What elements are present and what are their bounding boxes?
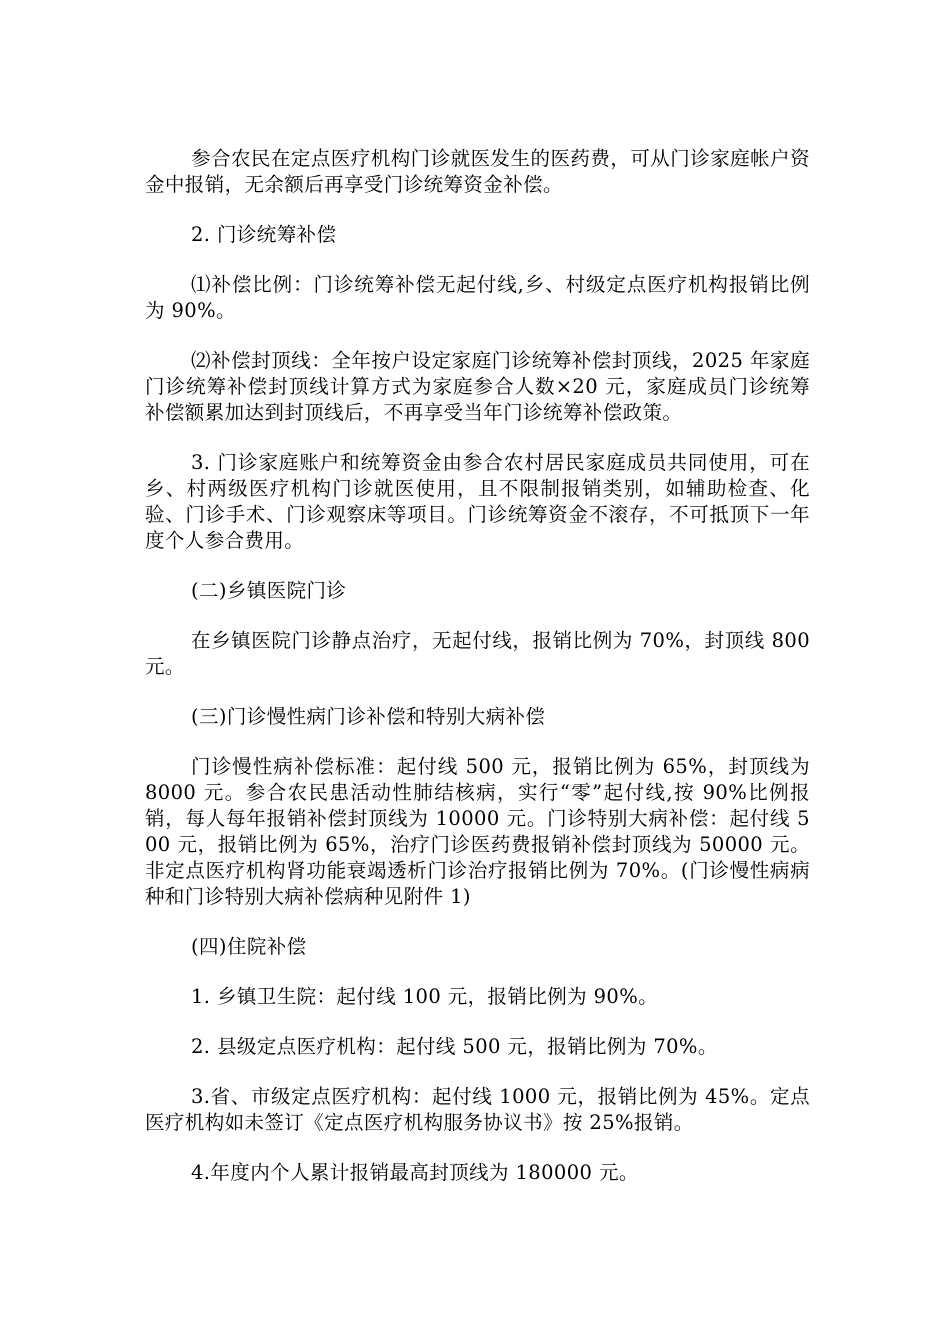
heading-chronic-disease: (三)门诊慢性病门诊补偿和特别大病补偿 — [191, 705, 546, 728]
paragraph-chronic-disease: 门诊慢性病补偿标准：起付线 500 元，报销比例为 65%，封顶线为 8000 元。参合农民患活动性肺结核病，实行“零”起付线,按 90%比例报销，每人每年报销补偿封顶线为 10000 元。门诊特别大病补偿：起付线 500 元，报销比例为 65%，治疗门诊医药费报销补偿封顶线为 50000 元。非定点医疗机构肾功能衰竭透析门诊治疗报销比例为 70%。(门诊慢性病病种和门诊特别大病补偿病种见附件 1) — [145, 755, 810, 908]
paragraph-provincial-hospital: 3.省、市级定点医疗机构：起付线 1000 元，报销比例为 45%。定点医疗机构如未签订《定点医疗机构服务协议书》按 25%报销。 — [145, 1085, 810, 1134]
paragraph-compensation-ratio: ⑴补偿比例：门诊统筹补偿无起付线,乡、村级定点医疗机构报销比例为 90%。 — [145, 273, 810, 322]
paragraph-shared-use: 3. 门诊家庭账户和统筹资金由参合农村居民家庭成员共同使用，可在乡、村两级医疗机构门诊就医使用，且不限制报销类别，如辅助检查、化验、门诊手术、门诊观察床等项目。门诊统筹资金不滚存，不可抵顶下一年度个人参合费用。 — [145, 451, 810, 552]
paragraph-township-hospital: 1. 乡镇卫生院：起付线 100 元，报销比例为 90%。 — [191, 985, 659, 1008]
paragraph-township-outpatient: 在乡镇医院门诊静点治疗，无起付线，报销比例为 70%，封顶线 800 元。 — [145, 629, 810, 678]
paragraph-county-hospital: 2. 县级定点医疗机构：起付线 500 元，报销比例为 70%。 — [191, 1035, 718, 1058]
paragraph-annual-cap: 4.年度内个人累计报销最高封顶线为 180000 元。 — [191, 1161, 639, 1184]
paragraph-family-account: 参合农民在定点医疗机构门诊就医发生的医药费，可从门诊家庭帐户资金中报销，无余额后再享受门诊统筹资金补偿。 — [145, 147, 810, 196]
paragraph-compensation-cap: ⑵补偿封顶线：全年按户设定家庭门诊统筹补偿封顶线，2025 年家庭门诊统筹补偿封顶线计算方式为家庭参合人数×20 元，家庭成员门诊统筹补偿额累加达到封顶线后，不再享受当年门诊统筹补偿政策。 — [145, 349, 810, 424]
heading-inpatient: (四)住院补偿 — [191, 935, 307, 958]
heading-township-outpatient: (二)乡镇医院门诊 — [191, 579, 347, 602]
heading-outpatient-pooling: 2. 门诊统筹补偿 — [191, 223, 337, 246]
document-body — [145, 146, 810, 1186]
